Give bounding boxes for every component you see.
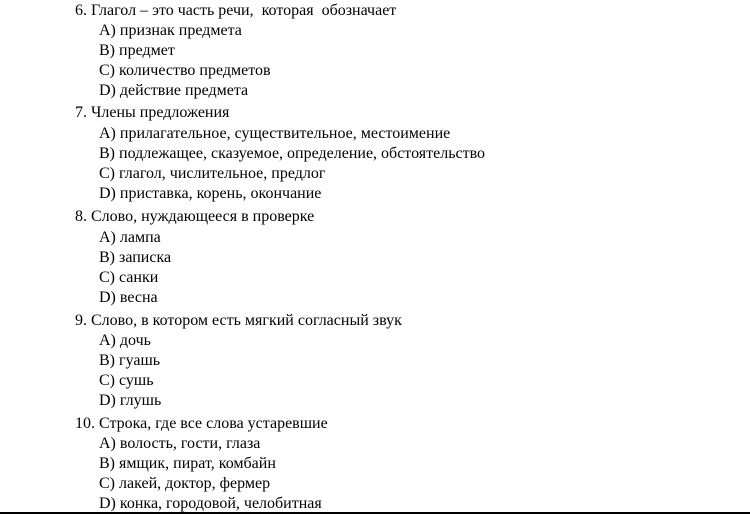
question-7-option-c: C) глагол, числительное, предлог <box>99 165 326 182</box>
question-7-option-a: A) прилагательное, существительное, местоимение <box>99 125 451 142</box>
question-8-option-b: B) записка <box>99 249 172 266</box>
question-10-option-a: A) волость, гости, глаза <box>99 435 261 452</box>
question-9-option-b: B) гуашь <box>99 352 161 369</box>
question-10-option-d: D) конка, городовой, челобитная <box>99 495 322 512</box>
question-9-option-d: D) глушь <box>99 392 162 409</box>
question-8-option-a: A) лампа <box>99 229 161 246</box>
question-6-text: 6. Глагол – это часть речи, которая обозначает <box>75 2 397 19</box>
question-6-option-d: D) действие предмета <box>99 82 249 99</box>
question-9-option-c: C) сушь <box>99 372 154 389</box>
question-10-option-b: B) ямщик, пират, комбайн <box>99 455 276 472</box>
question-6-option-c: C) количество предметов <box>99 62 271 79</box>
question-8-option-d: D) весна <box>99 289 158 306</box>
question-9-text: 9. Слово, в котором есть мягкий согласный звук <box>75 312 402 329</box>
question-7-option-d: D) приставка, корень, окончание <box>99 185 322 202</box>
question-6-option-b: B) предмет <box>99 42 175 59</box>
question-7-option-b: B) подлежащее, сказуемое, определение, обстоятельство <box>99 145 486 162</box>
question-9-option-a: A) дочь <box>99 332 151 349</box>
question-7-text: 7. Члены предложения <box>75 104 230 121</box>
question-10-option-c: C) лакей, доктор, фермер <box>99 475 271 492</box>
question-6-option-a: A) признак предмета <box>99 22 242 39</box>
question-8-option-c: C) санки <box>99 269 159 286</box>
question-10-text: 10. Строка, где все слова устаревшие <box>75 415 328 432</box>
question-8-text: 8. Слово, нуждающееся в проверке <box>75 208 315 225</box>
